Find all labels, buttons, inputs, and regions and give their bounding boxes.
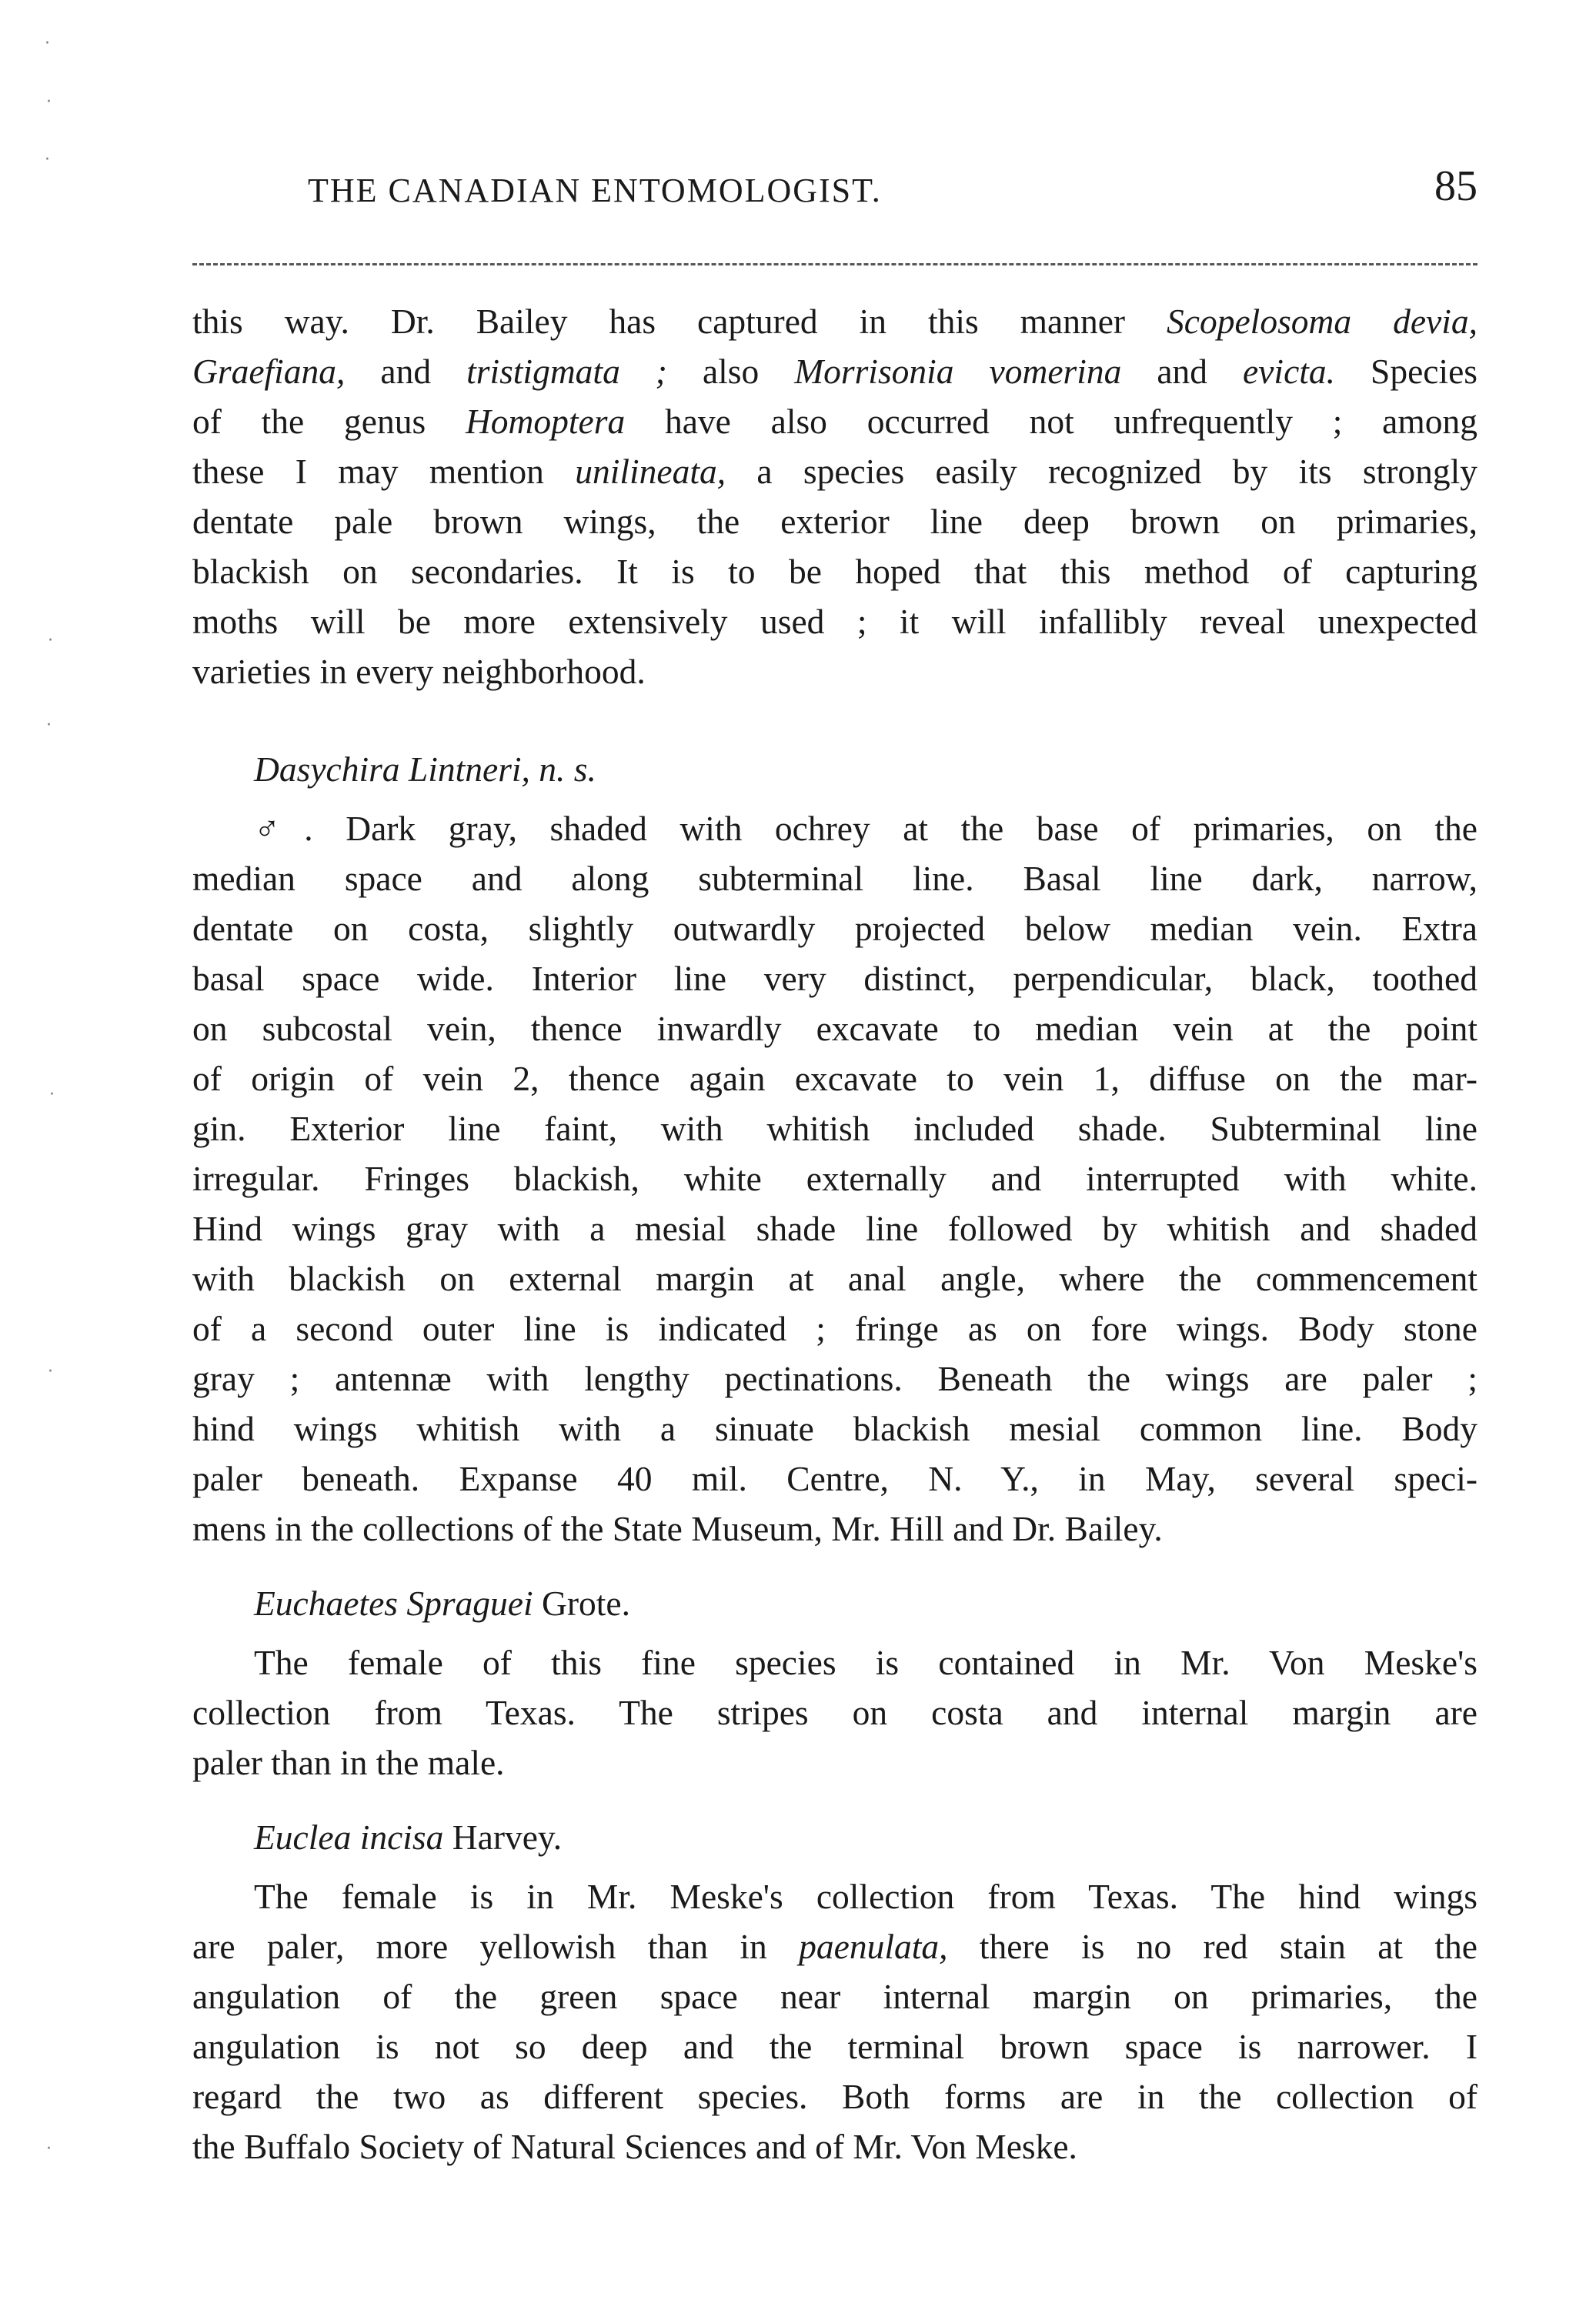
- paragraph-gap: [192, 696, 1477, 744]
- text-line: of a second outer line is indicated ; fringe as on fore wings. Body stone: [192, 1309, 1477, 1348]
- margin-speck: ·: [48, 631, 53, 650]
- text-line: of origin of vein 2, thence again excavate to vein 1, diffuse on the mar-: [192, 1059, 1477, 1098]
- margin-speck: ·: [48, 1362, 53, 1381]
- text-line: median space and along subterminal line. Basal line dark, narrow,: [192, 859, 1477, 898]
- text-run: and: [345, 352, 467, 391]
- text-line: dentate pale brown wings, the exterior line deep brown on primaries,: [192, 502, 1477, 541]
- text-line: mens in the collections of the State Museum, Mr. Hill and Dr. Bailey.: [192, 1509, 1163, 1548]
- margin-speck: ·: [45, 150, 50, 169]
- text-run: there is no red stain at the: [947, 1927, 1477, 1966]
- running-title: THE CANADIAN ENTOMOLOGIST.: [308, 172, 882, 209]
- species-name: paenulata,: [799, 1927, 948, 1966]
- text-line: gray ; antennæ with lengthy pectinations. Beneath the wings are paler ;: [192, 1359, 1477, 1398]
- page-number: 85: [1434, 162, 1477, 210]
- margin-speck: ·: [49, 1085, 55, 1104]
- text-line: ♂. Dark gray, shaded with ochrey at the base of primaries, on the: [254, 809, 1477, 848]
- text-run: are paler, more yellowish than in: [192, 1927, 800, 1966]
- text-line: gin. Exterior line faint, with whitish included shade. Subterminal line: [192, 1109, 1477, 1148]
- text-line: basal space wide. Interior line very distinct, perpendicular, black, toothed: [192, 959, 1477, 998]
- margin-speck: ·: [46, 92, 52, 112]
- text-line: Hind wings gray with a mesial shade line followed by whitish and shaded: [192, 1209, 1477, 1248]
- text-line: with blackish on external margin at anal angle, where the commencement: [192, 1259, 1477, 1298]
- species-name: tristigmata ;: [466, 352, 667, 391]
- text-line: paler beneath. Expanse 40 mil. Centre, N. Y., in May, several speci-: [192, 1459, 1477, 1498]
- text-line: [192, 1921, 1477, 1971]
- species-author: Harvey.: [443, 1818, 563, 1857]
- text-run: of the genus: [192, 402, 466, 441]
- heading-gap: [192, 1862, 1477, 1871]
- text-body: [192, 296, 1477, 2171]
- paragraph-gap: [192, 1554, 1477, 1578]
- text-line: blackish on secondaries. It is to be hoped that this method of capturing: [192, 552, 1477, 591]
- text-line: angulation is not so deep and the terminal brown space is narrower. I: [192, 2027, 1477, 2066]
- species-heading: [192, 744, 1477, 794]
- text-line: moths will be more extensively used ; it will infallibly reveal unexpected: [192, 602, 1477, 641]
- heading-gap: [192, 794, 1477, 803]
- species-heading-text: Euchaetes Spraguei: [254, 1584, 533, 1623]
- text-line: [192, 396, 1477, 446]
- text-run: a species easily recognized by its strongly: [726, 452, 1477, 491]
- text-run: Species: [1335, 352, 1478, 391]
- species-name: evicta.: [1243, 352, 1336, 391]
- text-run: and: [1121, 352, 1244, 391]
- margin-speck: ·: [46, 2139, 52, 2158]
- species-author: Grote.: [533, 1584, 631, 1623]
- species-heading: [192, 1812, 1477, 1862]
- species-name: Scopelosoma devia,: [1167, 302, 1477, 341]
- margin-speck: ·: [45, 34, 50, 53]
- text-line: irregular. Fringes blackish, white externally and interrupted with white.: [192, 1159, 1477, 1198]
- section-dasychira-lintneri: [192, 744, 1477, 1554]
- text-line: The female is in Mr. Meske's collection from Texas. The hind wings: [254, 1877, 1477, 1916]
- text-line: [192, 296, 1477, 346]
- paragraph-gap: [192, 1788, 1477, 1812]
- section-euchaetes-spraguei: [192, 1578, 1477, 1788]
- text-line: collection from Texas. The stripes on costa and internal margin are: [192, 1693, 1477, 1732]
- species-name: unilineata,: [575, 452, 726, 491]
- text-line: The female of this fine species is contained in Mr. Von Meske's: [254, 1643, 1477, 1682]
- section-euclea-incisa: [192, 1812, 1477, 2171]
- species-heading-text: Dasychira Lintneri, n. s.: [254, 749, 596, 789]
- text-run: these I may mention: [192, 452, 576, 491]
- heading-gap: [192, 1628, 1477, 1637]
- page: [192, 0, 1477, 2310]
- species-heading-text: Euclea incisa: [254, 1818, 444, 1857]
- text-line: [192, 446, 1477, 496]
- text-run: this way. Dr. Bailey has captured in this manner: [192, 302, 1167, 341]
- genus-name: Homoptera: [465, 402, 626, 441]
- text-line: on subcostal vein, thence inwardly excavate to median vein at the point: [192, 1009, 1477, 1048]
- text-line: hind wings whitish with a sinuate blackish mesial common line. Body: [192, 1409, 1477, 1448]
- text-line: the Buffalo Society of Natural Sciences and of Mr. Von Meske.: [192, 2127, 1077, 2166]
- species-heading: [192, 1578, 1477, 1628]
- text-line: varieties in every neighborhood.: [192, 652, 646, 691]
- species-name: Morrisonia vomerina: [794, 352, 1122, 391]
- paragraph-capture-method: [192, 296, 1477, 696]
- margin-speck: ·: [46, 716, 52, 735]
- text-line: dentate on costa, slightly outwardly projected below median vein. Extra: [192, 909, 1477, 948]
- text-line: angulation of the green space near internal margin on primaries, the: [192, 1977, 1477, 2016]
- header-rule: [192, 263, 1477, 265]
- text-run: have also occurred not unfrequently ; among: [625, 402, 1478, 441]
- text-line: paler than in the male.: [192, 1743, 505, 1782]
- text-run: also: [666, 352, 795, 391]
- running-header: [192, 162, 1477, 223]
- text-line: regard the two as different species. Both forms are in the collection of: [192, 2077, 1477, 2116]
- species-name: Graefiana,: [192, 352, 346, 391]
- text-line: [192, 346, 1477, 396]
